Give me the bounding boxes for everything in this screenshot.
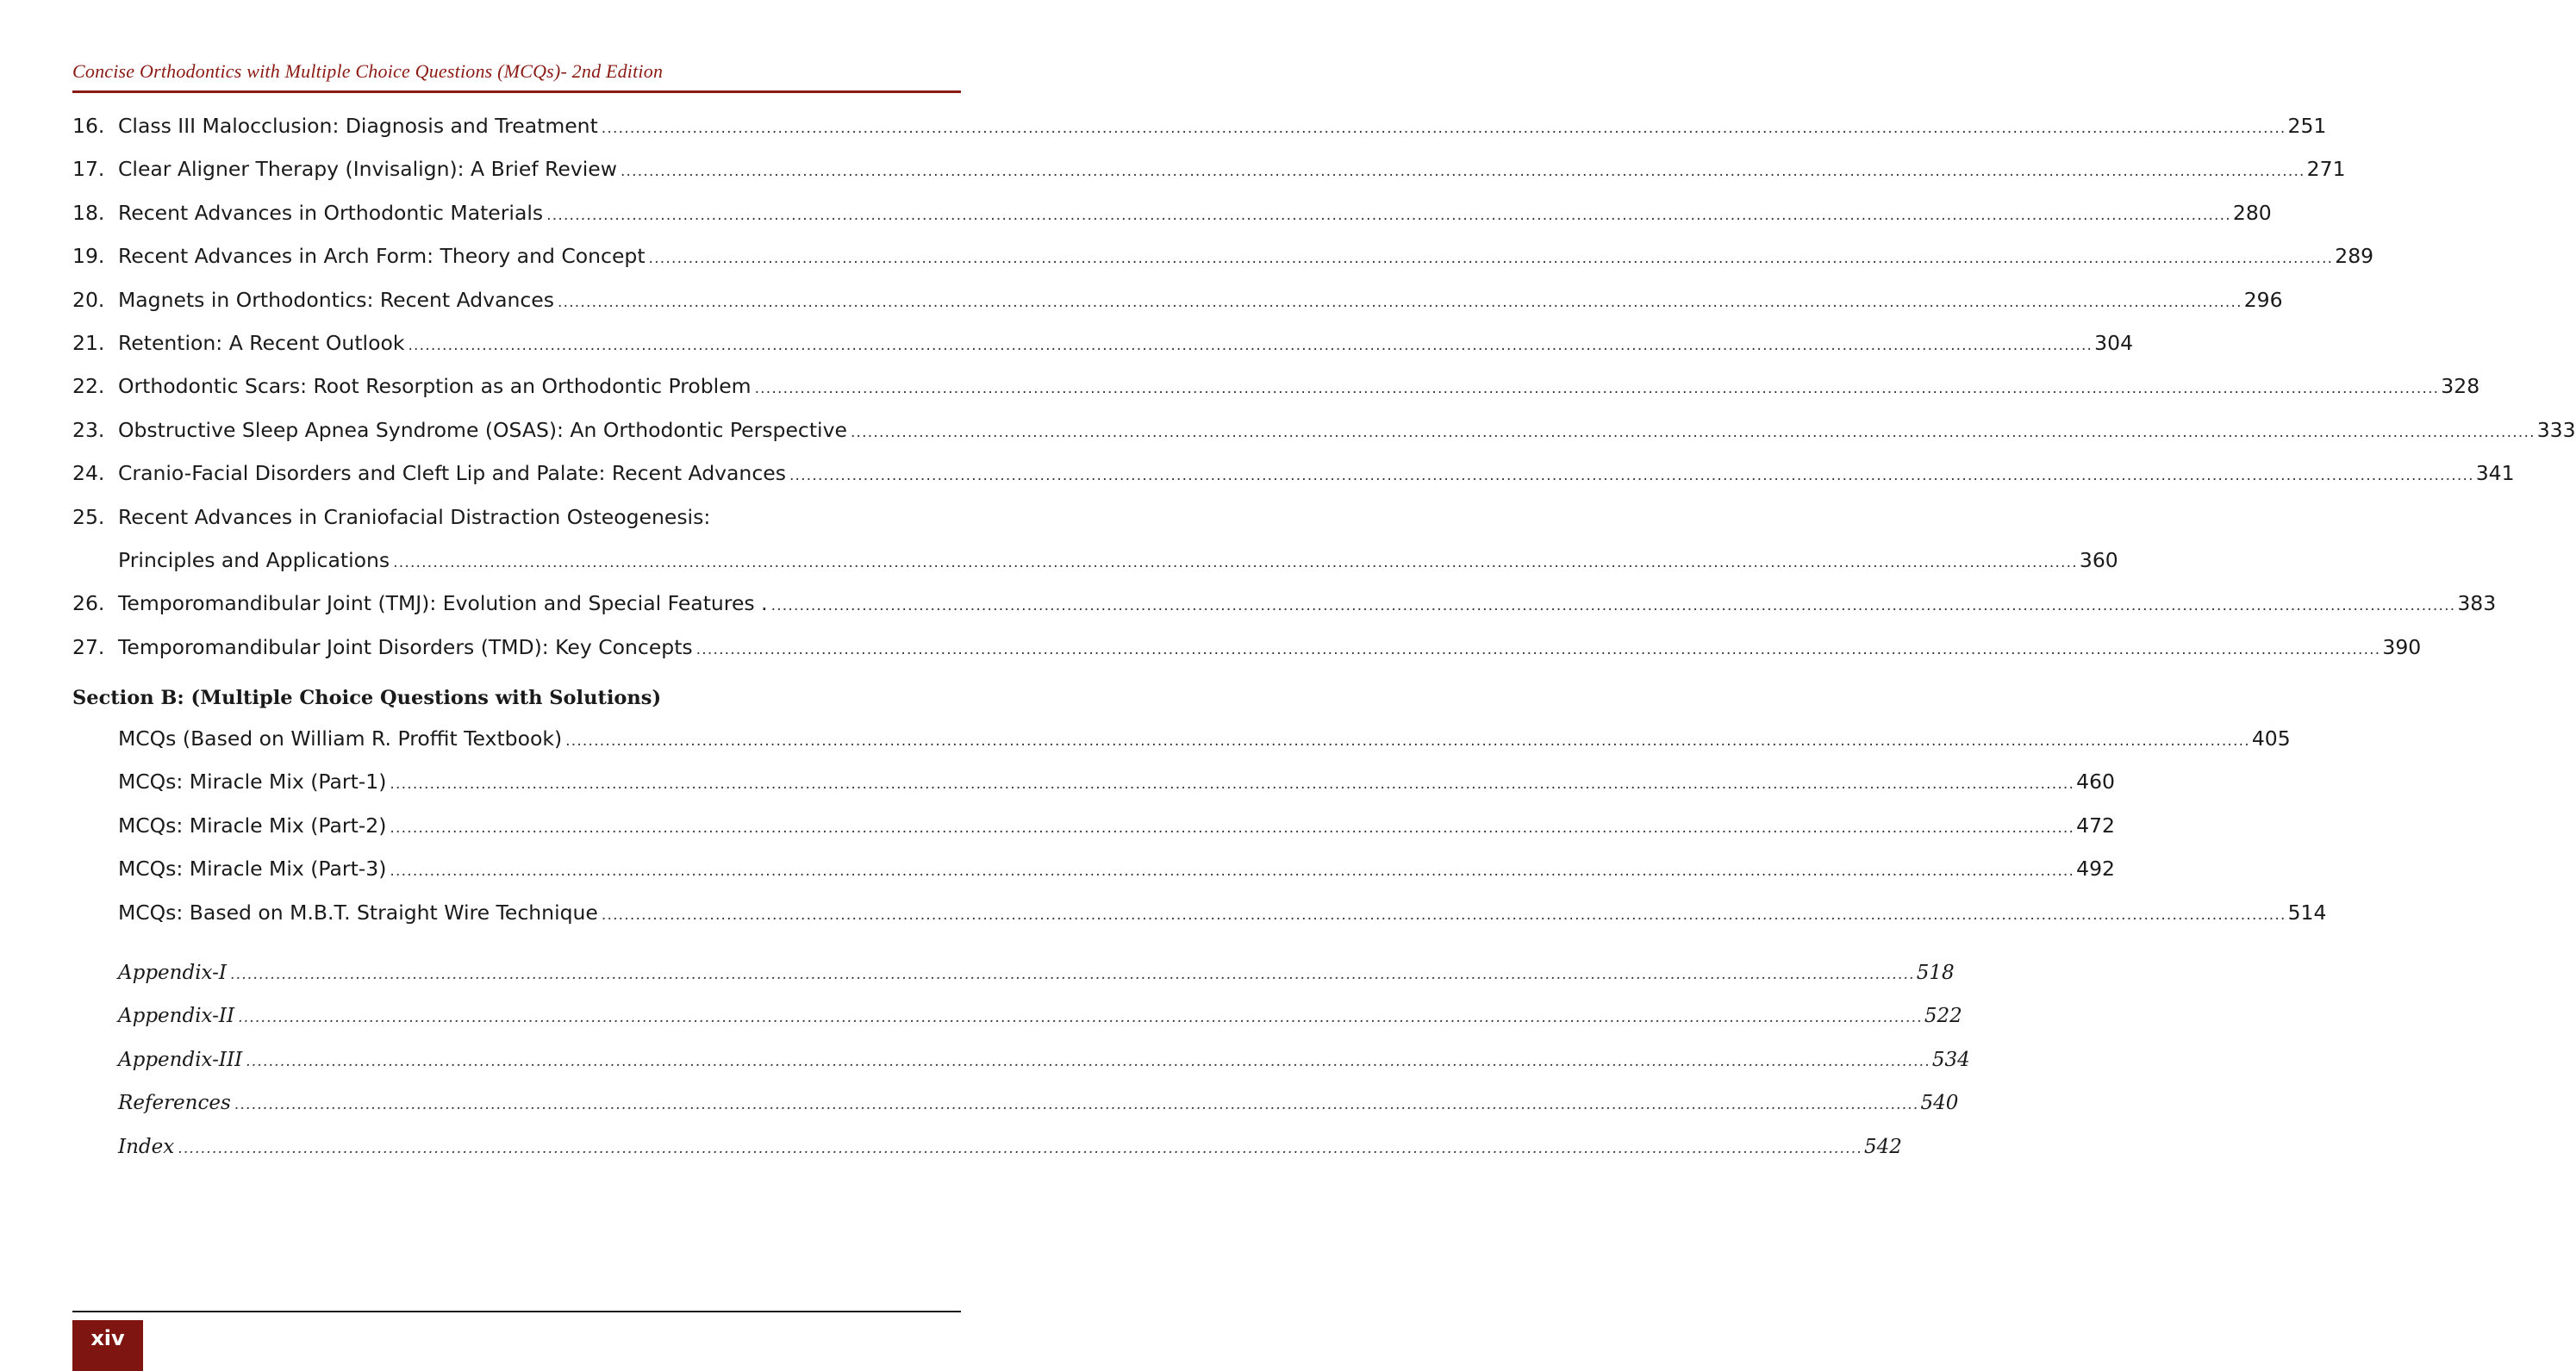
toc-entry-number: 25.	[72, 504, 105, 529]
toc-entry-25-continued[interactable]	[72, 539, 2118, 582]
toc-entry-22[interactable]	[72, 365, 2480, 408]
toc-entry-page: 289	[2335, 244, 2374, 269]
toc-entry-number: 19.	[72, 244, 105, 269]
toc-entry-number: 26.	[72, 591, 105, 616]
toc-entry-page: 405	[2251, 726, 2291, 751]
dot-leader	[693, 628, 2383, 671]
toc-entry-17[interactable]	[72, 147, 2346, 190]
dot-leader	[554, 281, 2244, 324]
dot-leader	[617, 150, 2307, 193]
toc-references[interactable]	[72, 1081, 1959, 1125]
toc-entry-21[interactable]	[72, 321, 2134, 365]
toc-entry-page: 271	[2306, 157, 2346, 182]
toc-appendix-1[interactable]	[72, 951, 1955, 994]
dot-leader	[242, 1040, 1932, 1083]
dot-leader	[752, 367, 2442, 410]
toc-entry-number: 22.	[72, 374, 105, 399]
toc-entry-title: MCQs: Based on M.B.T. Straight Wire Technique	[118, 900, 598, 925]
running-header-title: Concise Orthodontics with Multiple Choice Questions (MCQs)- 2nd Edition	[72, 60, 664, 82]
toc-entry-title: Obstructive Sleep Apnea Syndrome (OSAS): An Orthodontic Perspective	[118, 417, 847, 442]
toc-entry-page: 296	[2243, 287, 2283, 312]
toc-entry-title: MCQs: Miracle Mix (Part-2)	[118, 813, 387, 838]
toc-entry-title: Recent Advances in Arch Form: Theory and Concept	[118, 244, 646, 269]
toc-index[interactable]	[72, 1125, 1902, 1168]
toc-entry-title: MCQs: Miracle Mix (Part-1)	[118, 770, 387, 795]
dot-leader	[598, 107, 2288, 150]
toc-entry-number: 17.	[72, 157, 105, 182]
dot-leader	[386, 763, 2076, 806]
toc-entry-page: 328	[2441, 374, 2480, 399]
toc-entry-number: 23.	[72, 417, 105, 442]
dot-leader	[234, 996, 1924, 1039]
toc-appendix-2[interactable]	[72, 994, 1962, 1038]
toc-entry-24[interactable]	[72, 452, 2515, 495]
dot-leader	[847, 411, 2537, 454]
toc-entry-number: 18.	[72, 200, 105, 225]
toc-entry-number: 27.	[72, 634, 105, 659]
toc-entry-title: Recent Advances in Orthodontic Materials	[118, 200, 544, 225]
toc-entry-18[interactable]	[72, 191, 2272, 234]
dot-leader	[562, 720, 2252, 763]
toc-entry-title: Retention: A Recent Outlook	[118, 330, 405, 355]
toc-entry-title: MCQs: Miracle Mix (Part-3)	[118, 857, 387, 882]
dot-leader	[231, 1083, 1921, 1126]
toc-mcq-entry-miracle-mix-3[interactable]	[72, 847, 2115, 890]
toc-entry-16[interactable]	[72, 104, 2327, 147]
toc-mcq-entry-mbt[interactable]	[72, 891, 2327, 934]
dot-leader	[646, 237, 2336, 280]
toc-entry-number: 24.	[72, 461, 105, 486]
toc-mcq-entry-miracle-mix-1[interactable]	[72, 760, 2115, 803]
header-rule	[72, 90, 961, 93]
toc-entry-title: Class III Malocclusion: Diagnosis and Treatment	[118, 114, 598, 138]
toc-mcq-entry-proffit[interactable]	[72, 717, 2291, 760]
section-b-heading: Section B: (Multiple Choice Questions with Solutions)	[72, 687, 662, 710]
toc-entry-number: 16.	[72, 114, 105, 138]
toc-entry-page: 304	[2094, 330, 2134, 355]
dot-leader	[543, 194, 2233, 237]
toc-entry-title: Temporomandibular Joint (TMJ): Evolution and Special Features .	[118, 591, 768, 616]
dot-leader	[404, 324, 2094, 367]
toc-entry-title: Magnets in Orthodontics: Recent Advances	[118, 287, 554, 312]
toc-entry-page: 390	[2382, 634, 2422, 659]
table-of-contents	[72, 104, 2576, 1168]
footer-rule	[72, 1311, 961, 1312]
toc-entry-page: 383	[2457, 591, 2497, 616]
dot-leader	[786, 454, 2476, 497]
toc-entry-title: Temporomandibular Joint Disorders (TMD): Key Concepts	[118, 634, 693, 659]
toc-entry-title: Index	[118, 1135, 175, 1158]
toc-entry-page: 341	[2475, 461, 2515, 486]
toc-entry-19[interactable]	[72, 234, 2374, 277]
toc-entry-page: 542	[1863, 1135, 1902, 1158]
toc-entry-title: Appendix-III	[118, 1048, 243, 1071]
toc-appendix-3[interactable]	[72, 1038, 1970, 1081]
dot-leader	[174, 1127, 1864, 1170]
toc-entry-title: MCQs (Based on William R. Proffit Textbook)	[118, 726, 563, 751]
dot-leader	[390, 541, 2080, 584]
dot-leader	[386, 850, 2076, 893]
dot-leader	[227, 953, 1917, 996]
toc-entry-page: 280	[2232, 200, 2272, 225]
toc-entry-title: Cranio-Facial Disorders and Cleft Lip and Palate: Recent Advances	[118, 461, 786, 486]
toc-entry-page: 522	[1924, 1005, 1962, 1028]
toc-entry-page: 514	[2287, 900, 2327, 925]
toc-entry-20[interactable]	[72, 278, 2283, 321]
toc-entry-title: Appendix-II	[118, 1005, 235, 1028]
toc-entry-page: 534	[1931, 1048, 1970, 1071]
toc-entry-page: 333	[2536, 417, 2576, 442]
dot-leader	[598, 894, 2288, 937]
toc-entry-page: 360	[2079, 547, 2118, 572]
toc-entry-title-continued: Principles and Applications	[118, 547, 390, 572]
toc-entry-25[interactable]	[72, 495, 961, 539]
toc-entry-23[interactable]	[72, 408, 2576, 452]
toc-entry-page: 540	[1920, 1092, 1959, 1115]
toc-entry-27[interactable]	[72, 626, 2422, 669]
toc-mcq-entry-miracle-mix-2[interactable]	[72, 804, 2115, 847]
toc-entry-title: Orthodontic Scars: Root Resorption as an Orthodontic Problem	[118, 374, 752, 399]
toc-entry-title: Recent Advances in Craniofacial Distraction Osteogenesis:	[118, 504, 711, 529]
toc-entry-page: 518	[1916, 962, 1955, 985]
page-number-tab: xiv	[72, 1320, 143, 1371]
toc-entry-page: 492	[2076, 857, 2115, 882]
dot-leader	[768, 584, 2458, 627]
toc-entry-page: 460	[2076, 770, 2115, 795]
toc-entry-page: 251	[2287, 114, 2327, 138]
toc-entry-title: References	[118, 1092, 231, 1115]
toc-entry-title: Clear Aligner Therapy (Invisalign): A Brief Review	[118, 157, 617, 182]
toc-entry-title: Appendix-I	[118, 962, 227, 985]
dot-leader	[386, 807, 2076, 850]
toc-entry-26[interactable]	[72, 582, 2497, 625]
toc-entry-number: 20.	[72, 287, 105, 312]
toc-entry-number: 21.	[72, 330, 105, 355]
toc-entry-page: 472	[2076, 813, 2115, 838]
